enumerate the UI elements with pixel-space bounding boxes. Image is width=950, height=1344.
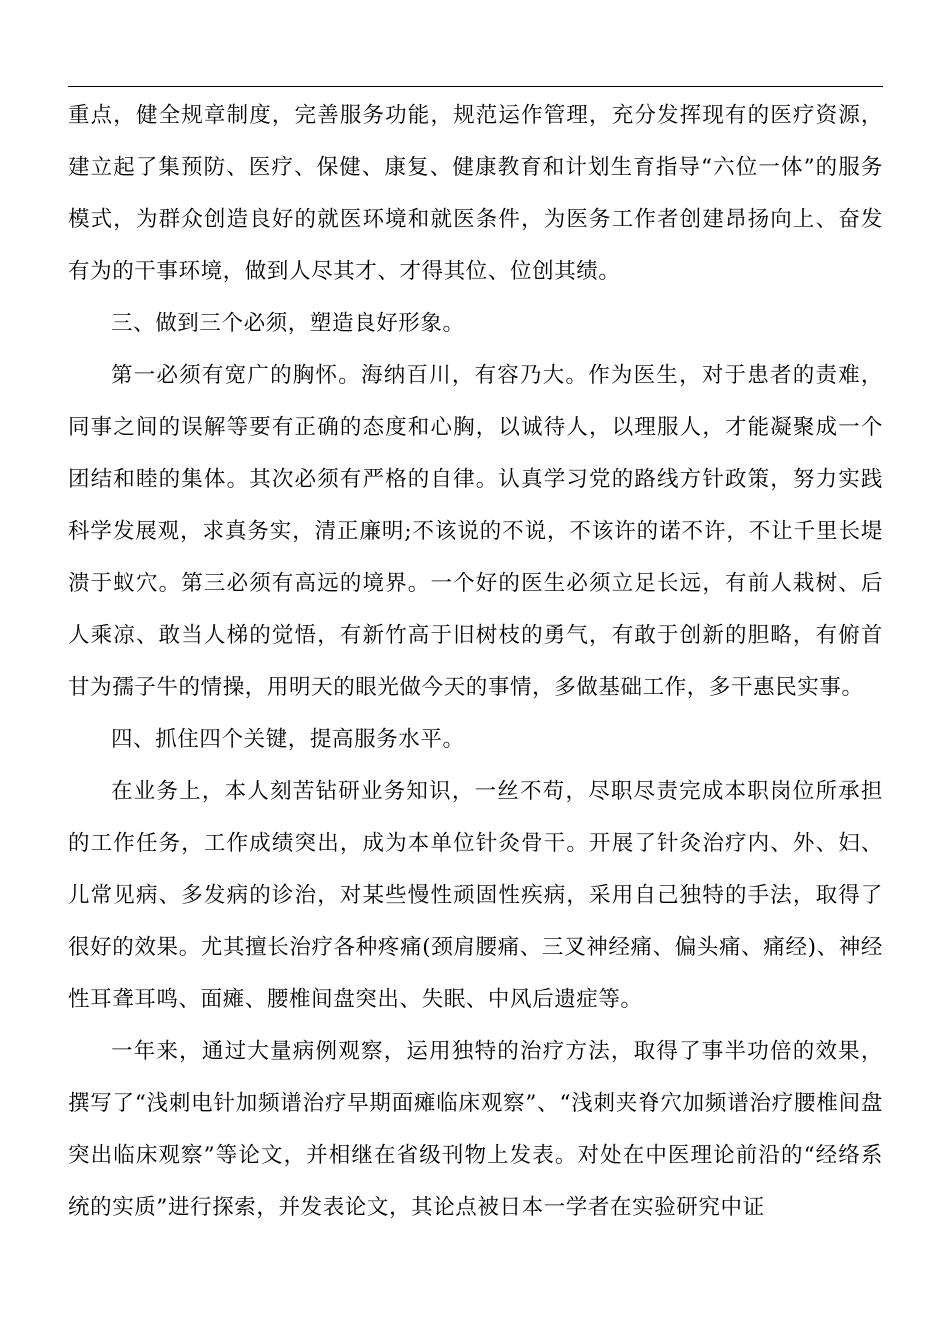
paragraph-continuation: 重点，健全规章制度，完善服务功能，规范运作管理，充分发挥现有的医疗资源，建立起了集预防、医疗、保健、康复、健康教育和计划生育指导“六位一体”的服务模式，为群众创造良好的就医环境和就医条件，为医务工作者创建昂扬向上、奋发有为的干事环境，做到人尽其才、才得其位、位创其绩。 xyxy=(68,103,883,284)
section-heading-four: 四、抓住四个关键，提高服务水平。 xyxy=(111,727,465,752)
document-body xyxy=(68,90,883,1234)
paragraph-three-musts: 第一必须有宽广的胸怀。海纳百川，有容乃大。作为医生，对于患者的责难，同事之间的误解等要有正确的态度和心胸，以诚待人，以理服人，才能凝聚成一个团结和睦的集体。其次必须有严格的自律。认真学习党的路线方针政策，努力实践科学发展观，求真务实，清正廉明;不该说的不说，不该许的诺不许，不让千里长堤溃于蚁穴。第三必须有高远的境界。一个好的医生必须立足长远，有前人栽树、后人乘凉、敢当人梯的觉悟，有新竹高于旧树枝的勇气，有敢于创新的胆略，有俯首甘为孺子牛的情操，用明天的眼光做今天的事情，多做基础工作，多干惠民实事。 xyxy=(68,363,883,700)
header-rule xyxy=(68,86,883,87)
paragraph-professional-work: 在业务上，本人刻苦钻研业务知识，一丝不苟，尽职尽责完成本职岗位所承担的工作任务，工作成绩突出，成为本单位针灸骨干。开展了针灸治疗内、外、妇、儿常见病、多发病的诊治，对某些慢性顽固性疾病，采用自己独特的手法，取得了很好的效果。尤其擅长治疗各种疼痛(颈肩腰痛、三叉神经痛、偏头痛、痛经)、神经性耳聋耳鸣、面瘫、腰椎间盘突出、失眠、中风后遗症等。 xyxy=(68,779,883,1012)
paragraph-research: 一年来，通过大量病例观察，运用独特的治疗方法，取得了事半功倍的效果，撰写了“浅刺电针加频谱治疗早期面瘫临床观察”、“浅刺夹脊穴加频谱治疗腰椎间盘突出临床观察”等论文，并相继在省级刊物上发表。对处在中医理论前沿的“经络系统的实质”进行探索，并发表论文，其论点被日本一学者在实验研究中证 xyxy=(68,1039,883,1220)
section-heading-three: 三、做到三个必须，塑造良好形象。 xyxy=(111,311,465,336)
